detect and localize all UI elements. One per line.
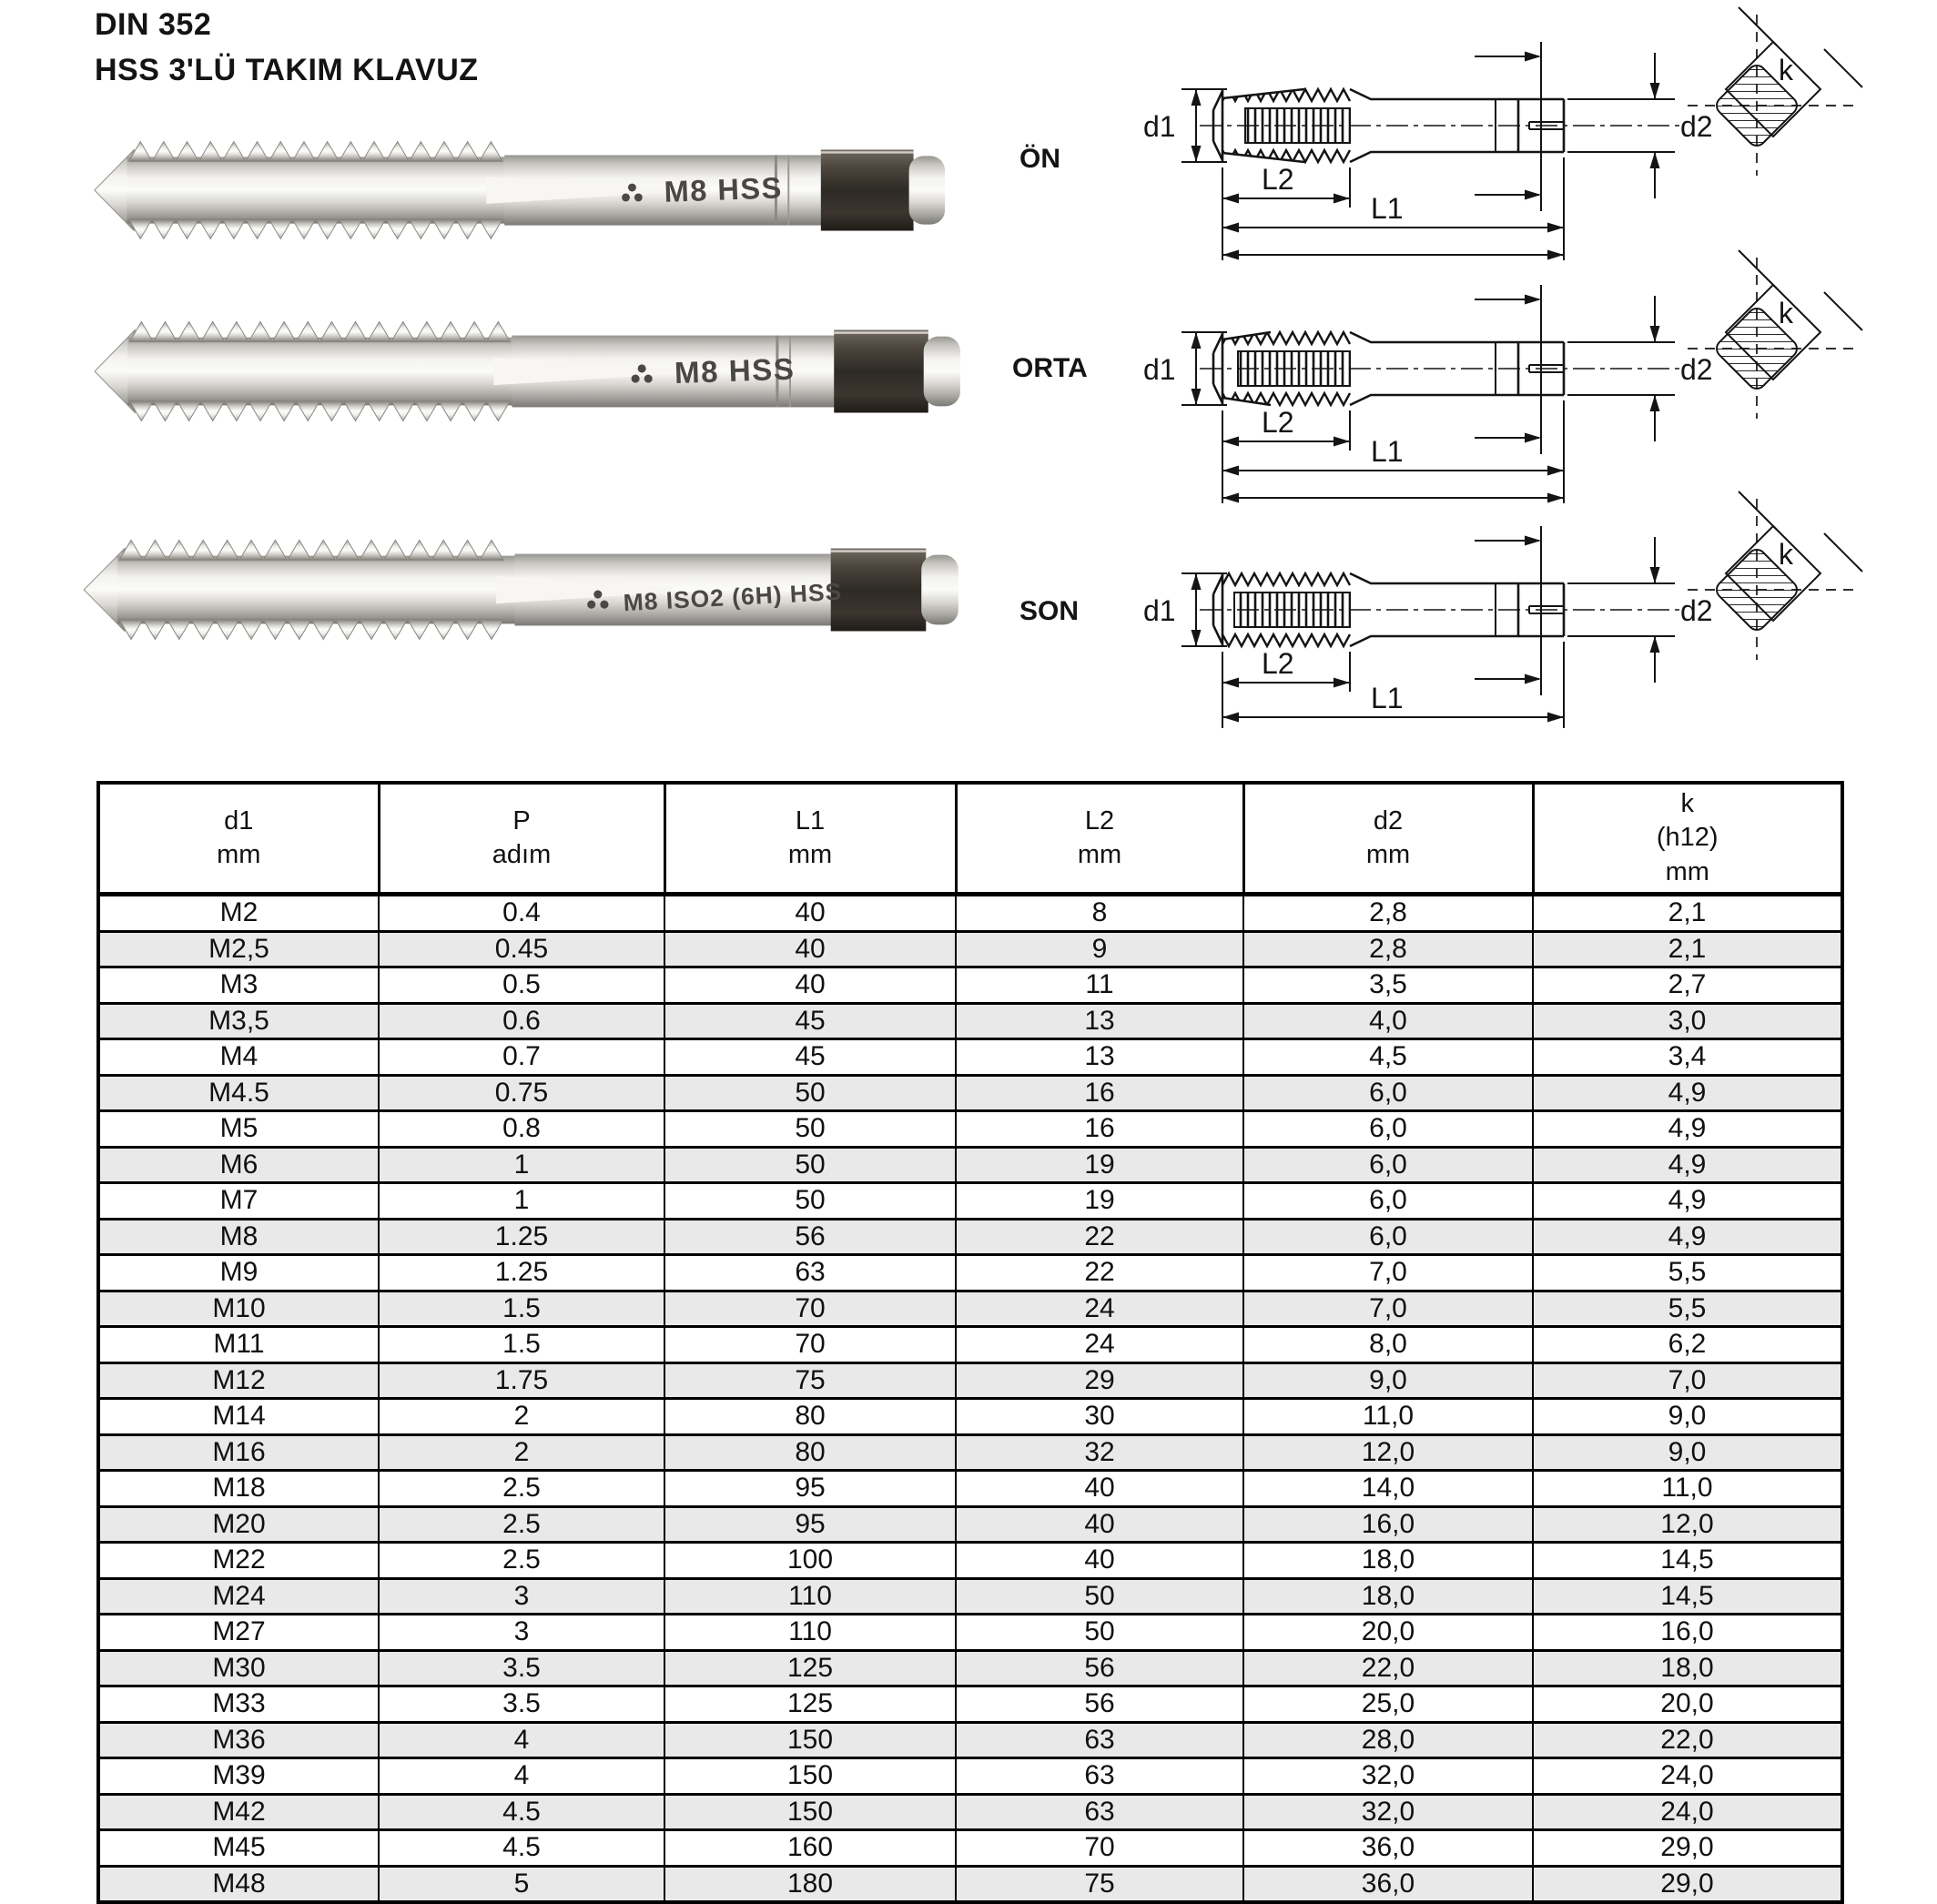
table-cell: 29,0 — [1533, 1830, 1842, 1867]
table-cell: 4.5 — [379, 1830, 664, 1867]
table-cell: 100 — [664, 1543, 956, 1579]
table-cell: 16,0 — [1243, 1506, 1533, 1543]
table-cell: 1 — [379, 1147, 664, 1183]
table-row — [98, 1758, 1842, 1795]
header-line: adım — [492, 840, 552, 869]
table-cell: 150 — [664, 1758, 956, 1795]
table-cell: 4 — [379, 1722, 664, 1758]
table-cell: M4 — [98, 1039, 379, 1076]
table-cell: 2 — [379, 1399, 664, 1435]
col-header-d2 — [1243, 783, 1533, 895]
table-cell: 4,9 — [1533, 1147, 1842, 1183]
table-cell: 95 — [664, 1506, 956, 1543]
header-line: mm — [1365, 840, 1411, 869]
table-cell: 0.5 — [379, 967, 664, 1004]
table-cell: 40 — [956, 1543, 1243, 1579]
table-cell: M20 — [98, 1506, 379, 1543]
table-cell: M27 — [98, 1615, 379, 1651]
table-row — [98, 1291, 1842, 1327]
table-cell: 6,0 — [1243, 1075, 1533, 1111]
dim-label-d1: d1 — [1143, 110, 1176, 143]
table-row — [98, 1075, 1842, 1111]
table-cell: 0.8 — [379, 1111, 664, 1148]
table-cell: 1.5 — [379, 1327, 664, 1363]
table-cell: 0.6 — [379, 1003, 664, 1039]
dim-label-l2: L2 — [1262, 163, 1294, 196]
table-row — [98, 1866, 1842, 1902]
table-cell: 4,9 — [1533, 1111, 1842, 1148]
table-cell: 180 — [664, 1866, 956, 1902]
tap-marking: M8 HSS — [674, 352, 796, 391]
table-cell: 4,9 — [1533, 1183, 1842, 1220]
table-row — [98, 1039, 1842, 1076]
table-cell: 1.25 — [379, 1219, 664, 1255]
table-cell: 19 — [956, 1147, 1243, 1183]
table-cell: 0.7 — [379, 1039, 664, 1076]
table-cell: 24,0 — [1533, 1758, 1842, 1795]
table-row — [98, 1578, 1842, 1615]
table-cell: 24 — [956, 1291, 1243, 1327]
table-cell: 50 — [664, 1183, 956, 1220]
table-cell: 0.45 — [379, 931, 664, 967]
table-cell: 9,0 — [1533, 1399, 1842, 1435]
table-cell: 19 — [956, 1183, 1243, 1220]
table-cell: 70 — [664, 1291, 956, 1327]
table-cell: 50 — [956, 1615, 1243, 1651]
table-cell: M24 — [98, 1578, 379, 1615]
table-cell: 22,0 — [1243, 1650, 1533, 1686]
table-cell: 32,0 — [1243, 1794, 1533, 1830]
table-cell: 63 — [664, 1255, 956, 1291]
table-cell: 40 — [956, 1506, 1243, 1543]
table-row — [98, 895, 1842, 932]
table-cell: 50 — [664, 1111, 956, 1148]
table-cell: M5 — [98, 1111, 379, 1148]
table-cell: 12,0 — [1243, 1434, 1533, 1471]
table-cell: 2,1 — [1533, 931, 1842, 967]
diagram-son — [1136, 473, 1935, 746]
table-row — [98, 1650, 1842, 1686]
table-cell: M11 — [98, 1327, 379, 1363]
table-cell: M4.5 — [98, 1075, 379, 1111]
table-cell: 3 — [379, 1578, 664, 1615]
table-cell: 80 — [664, 1399, 956, 1435]
table-cell: 150 — [664, 1794, 956, 1830]
table-cell: 4.5 — [379, 1794, 664, 1830]
table-cell: 16 — [956, 1111, 1243, 1148]
table-cell: 56 — [956, 1686, 1243, 1723]
table-cell: 2,7 — [1533, 967, 1842, 1004]
table-cell: 40 — [664, 931, 956, 967]
table-row — [98, 1255, 1842, 1291]
table-cell: 2.5 — [379, 1471, 664, 1507]
table-cell: 13 — [956, 1039, 1243, 1076]
table-cell: 14,5 — [1533, 1578, 1842, 1615]
table-cell: M33 — [98, 1686, 379, 1723]
table-cell: 80 — [664, 1434, 956, 1471]
table-row — [98, 1471, 1842, 1507]
table-row — [98, 1327, 1842, 1363]
table-cell: M30 — [98, 1650, 379, 1686]
table-cell: 75 — [956, 1866, 1243, 1902]
table-cell: 11 — [956, 967, 1243, 1004]
table-cell: M16 — [98, 1434, 379, 1471]
col-header-k — [1533, 783, 1842, 895]
table-cell: 20,0 — [1533, 1686, 1842, 1723]
col-header-p — [379, 783, 664, 895]
table-cell: 125 — [664, 1650, 956, 1686]
dim-label-d2: d2 — [1680, 110, 1713, 143]
table-cell: 18,0 — [1243, 1543, 1533, 1579]
tap-photo-on — [82, 105, 954, 276]
diagram-label-son: SON — [1019, 596, 1080, 626]
table-row — [98, 1147, 1842, 1183]
table-cell: 1.5 — [379, 1291, 664, 1327]
table-cell: 9,0 — [1243, 1362, 1533, 1399]
table-cell: 4 — [379, 1758, 664, 1795]
table-cell: M12 — [98, 1362, 379, 1399]
table-cell: 25,0 — [1243, 1686, 1533, 1723]
table-cell: 29 — [956, 1362, 1243, 1399]
table-cell: M14 — [98, 1399, 379, 1435]
table-cell: 45 — [664, 1003, 956, 1039]
table-cell: 2.5 — [379, 1543, 664, 1579]
table-cell: M2 — [98, 895, 379, 932]
table-cell: 4,9 — [1533, 1075, 1842, 1111]
table-cell: 5,5 — [1533, 1255, 1842, 1291]
table-cell: 63 — [956, 1722, 1243, 1758]
table-row — [98, 931, 1842, 967]
table-cell: 14,5 — [1533, 1543, 1842, 1579]
table-cell: 30 — [956, 1399, 1243, 1435]
table-cell: 2.5 — [379, 1506, 664, 1543]
table-row — [98, 1543, 1842, 1579]
table-cell: 45 — [664, 1039, 956, 1076]
table-row — [98, 1794, 1842, 1830]
table-cell: 125 — [664, 1686, 956, 1723]
table-row — [98, 1399, 1842, 1435]
table-cell: 11,0 — [1243, 1399, 1533, 1435]
table-cell: 24,0 — [1533, 1794, 1842, 1830]
diagram-on — [1136, 0, 1935, 262]
page-title: DIN 352 — [95, 7, 212, 42]
table-cell: 8 — [956, 895, 1243, 932]
table-cell: 18,0 — [1533, 1650, 1842, 1686]
table-cell: 70 — [664, 1327, 956, 1363]
table-cell: 2,8 — [1243, 895, 1533, 932]
table-cell: 24 — [956, 1327, 1243, 1363]
table-cell: M45 — [98, 1830, 379, 1867]
table-cell: 1 — [379, 1183, 664, 1220]
table-row — [98, 1686, 1842, 1723]
dim-label-k: k — [1779, 54, 1793, 86]
table-row — [98, 1506, 1842, 1543]
table-cell: 1.25 — [379, 1255, 664, 1291]
table-cell: M10 — [98, 1291, 379, 1327]
header-line: P — [512, 805, 531, 836]
table-cell: 22 — [956, 1219, 1243, 1255]
table-row — [98, 1183, 1842, 1220]
table-cell: 32,0 — [1243, 1758, 1533, 1795]
table-cell: 40 — [664, 895, 956, 932]
table-cell: M48 — [98, 1866, 379, 1902]
header-line: mm — [1077, 840, 1122, 869]
table-cell: 150 — [664, 1722, 956, 1758]
table-cell: 2,1 — [1533, 895, 1842, 932]
table-cell: 5 — [379, 1866, 664, 1902]
dim-label-k: k — [1779, 297, 1793, 329]
dim-label-l1: L1 — [1371, 192, 1404, 225]
table-row — [98, 967, 1842, 1004]
table-row — [98, 1111, 1842, 1148]
table-cell: 18,0 — [1243, 1578, 1533, 1615]
header-line: k — [1680, 789, 1694, 819]
table-cell: 110 — [664, 1615, 956, 1651]
table-cell: 63 — [956, 1758, 1243, 1795]
header-line: mm — [1665, 856, 1709, 886]
table-cell: 22 — [956, 1255, 1243, 1291]
dim-label-l1: L1 — [1371, 682, 1404, 714]
table-cell: M36 — [98, 1722, 379, 1758]
tap-photo-orta — [82, 284, 969, 459]
dim-label-k: k — [1779, 538, 1793, 571]
table-row — [98, 1830, 1842, 1867]
dim-label-d2: d2 — [1680, 594, 1713, 627]
dim-label-l2: L2 — [1262, 647, 1294, 680]
table-row — [98, 1722, 1842, 1758]
table-cell: 29,0 — [1533, 1866, 1842, 1902]
table-cell: 3,4 — [1533, 1039, 1842, 1076]
table-cell: 2,8 — [1243, 931, 1533, 967]
table-cell: 2 — [379, 1434, 664, 1471]
table-cell: 22,0 — [1533, 1722, 1842, 1758]
table-cell: 40 — [956, 1471, 1243, 1507]
table-cell: M6 — [98, 1147, 379, 1183]
table-row — [98, 1434, 1842, 1471]
tap-photo-son — [71, 502, 968, 677]
dim-label-l1: L1 — [1371, 435, 1404, 468]
table-cell: 3,0 — [1533, 1003, 1842, 1039]
table-cell: 56 — [956, 1650, 1243, 1686]
table-cell: 9,0 — [1533, 1434, 1842, 1471]
col-header-d1 — [98, 783, 379, 895]
table-cell: 13 — [956, 1003, 1243, 1039]
table-cell: M8 — [98, 1219, 379, 1255]
table-cell: 1.75 — [379, 1362, 664, 1399]
dim-label-l2: L2 — [1262, 406, 1294, 439]
table-row — [98, 1219, 1842, 1255]
table-cell: 4,5 — [1243, 1039, 1533, 1076]
table-cell: M9 — [98, 1255, 379, 1291]
table-cell: 95 — [664, 1471, 956, 1507]
header-line: L2 — [1084, 805, 1115, 836]
table-cell: 160 — [664, 1830, 956, 1867]
header-line: mm — [217, 840, 261, 869]
table-cell: 6,0 — [1243, 1183, 1533, 1220]
dim-label-d1: d1 — [1143, 353, 1176, 386]
table-cell: M42 — [98, 1794, 379, 1830]
tap-marking: M8 HSS — [663, 170, 784, 208]
table-cell: 6,0 — [1243, 1147, 1533, 1183]
table-body — [98, 895, 1842, 1903]
header-line: d1 — [224, 805, 254, 836]
col-header-l1 — [664, 783, 956, 895]
diagram-label-orta: ORTA — [1012, 353, 1088, 383]
square-section-symbol — [1688, 7, 1862, 176]
table-row — [98, 1003, 1842, 1039]
tap-marking: M8 ISO2 (6H) HSS — [622, 577, 843, 617]
table-cell: M2,5 — [98, 931, 379, 967]
table-cell: 11,0 — [1533, 1471, 1842, 1507]
square-section-symbol — [1688, 250, 1862, 419]
table-header-row — [98, 783, 1842, 895]
table-cell: 3.5 — [379, 1686, 664, 1723]
table-cell: 28,0 — [1243, 1722, 1533, 1758]
col-header-l2 — [956, 783, 1243, 895]
table-cell: 7,0 — [1243, 1291, 1533, 1327]
table-cell: M3 — [98, 967, 379, 1004]
table-cell: M18 — [98, 1471, 379, 1507]
table-row — [98, 1615, 1842, 1651]
table-cell: 9 — [956, 931, 1243, 967]
header-line: (h12) — [1656, 823, 1719, 853]
table-cell: 4,0 — [1243, 1003, 1533, 1039]
table-cell: 16,0 — [1533, 1615, 1842, 1651]
table-cell: 32 — [956, 1434, 1243, 1471]
table-cell: 4,9 — [1533, 1219, 1842, 1255]
table-cell: 6,0 — [1243, 1219, 1533, 1255]
dim-label-d2: d2 — [1680, 353, 1713, 386]
spec-table — [96, 781, 1844, 1904]
table-cell: 16 — [956, 1075, 1243, 1111]
table-cell: 7,0 — [1533, 1362, 1842, 1399]
table-cell: 75 — [664, 1362, 956, 1399]
table-cell: 6,2 — [1533, 1327, 1842, 1363]
header-line: mm — [787, 840, 833, 869]
table-cell: 36,0 — [1243, 1866, 1533, 1902]
table-row — [98, 1362, 1842, 1399]
header-line: d2 — [1373, 805, 1404, 836]
table-cell: M39 — [98, 1758, 379, 1795]
table-cell: M3,5 — [98, 1003, 379, 1039]
table-cell: 14,0 — [1243, 1471, 1533, 1507]
table-cell: 50 — [956, 1578, 1243, 1615]
table-cell: 40 — [664, 967, 956, 1004]
table-cell: 0.4 — [379, 895, 664, 932]
table-cell: M7 — [98, 1183, 379, 1220]
table-cell: 7,0 — [1243, 1255, 1533, 1291]
table-cell: 50 — [664, 1075, 956, 1111]
table-cell: 3 — [379, 1615, 664, 1651]
table-cell: 20,0 — [1243, 1615, 1533, 1651]
table-cell: 110 — [664, 1578, 956, 1615]
table-cell: 70 — [956, 1830, 1243, 1867]
header-line: L1 — [795, 805, 826, 836]
dim-label-d1: d1 — [1143, 594, 1176, 627]
table-cell: M22 — [98, 1543, 379, 1579]
table-cell: 50 — [664, 1147, 956, 1183]
table-cell: 63 — [956, 1794, 1243, 1830]
table-cell: 8,0 — [1243, 1327, 1533, 1363]
table-cell: 12,0 — [1533, 1506, 1842, 1543]
table-cell: 36,0 — [1243, 1830, 1533, 1867]
page-subtitle: HSS 3'LÜ TAKIM KLAVUZ — [95, 53, 479, 87]
table-cell: 3.5 — [379, 1650, 664, 1686]
table-cell: 6,0 — [1243, 1111, 1533, 1148]
table-cell: 56 — [664, 1219, 956, 1255]
table-cell: 0.75 — [379, 1075, 664, 1111]
table-cell: 3,5 — [1243, 967, 1533, 1004]
square-section-symbol — [1688, 491, 1862, 660]
diagram-orta — [1136, 232, 1935, 505]
table-cell: 5,5 — [1533, 1291, 1842, 1327]
diagram-label-on: ÖN — [1019, 144, 1060, 174]
